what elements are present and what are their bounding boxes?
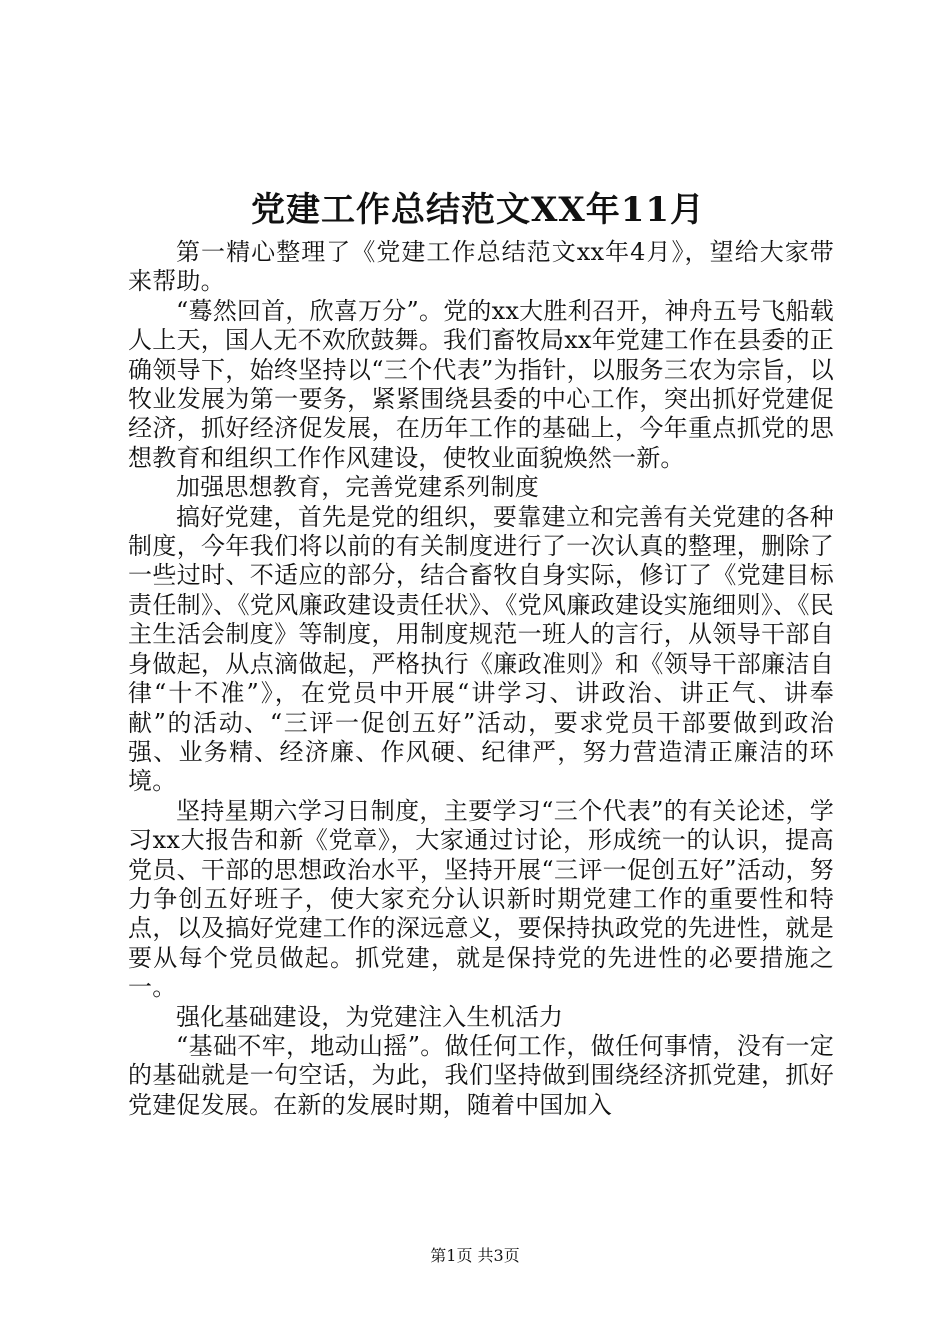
page-number-footer: 第1页 共3页 [430, 1246, 520, 1265]
section-heading-foundation: 强化基础建设，为党建注入生机活力 [176, 1002, 564, 1031]
paragraph-intro: 第一精心整理了《党建工作总结范文xx年4月》，望给大家带来帮助。 [128, 238, 834, 296]
paragraph-overview: “蓦然回首，欣喜万分”。党的xx大胜利召开，神舟五号飞船载人上天，国人无不欢欣鼓舞。我们畜牧局xx年党建工作在县委的正确领导下，始终坚持以“三个代表”为指针，以服务三农为宗旨，以牧业发展为第一要务，紧紧围绕县委的中心工作，突出抓好党建促经济，抓好经济促发展，在历年工作的基础上，今年重点抓党的思想教育和组织工作作风建设，使牧业面貌焕然一新。 [128, 296, 834, 472]
document-body [128, 238, 834, 1120]
paragraph-systems: 搞好党建，首先是党的组织，要靠建立和完善有关党建的各种制度，今年我们将以前的有关制度进行了一次认真的整理，删除了一些过时、不适应的部分，结合畜牧自身实际，修订了《党建目标责任制》、《党风廉政建设责任状》、《党风廉政建设实施细则》、《民主生活会制度》等制度，用制度规范一班人的言行，从领导干部自身做起，从点滴做起，严格执行《廉政准则》和《领导干部廉洁自律“十不准”》，在党员中开展“讲学习、讲政治、讲正气、讲奉献”的活动、“三评一促创五好”活动，要求党员干部要做到政治强、业务精、经济廉、作风硬、纪律严，努力营造清正廉洁的环境。 [128, 502, 834, 796]
paragraph-foundation: “基础不牢，地动山摇”。做任何工作，做任何事情，没有一定的基础就是一句空话，为此，我们坚持做到围绕经济抓党建，抓好党建促发展。在新的发展时期，随着中国加入 [128, 1031, 834, 1119]
paragraph-study: 坚持星期六学习日制度，主要学习“三个代表”的有关论述，学习xx大报告和新《党章》，大家通过讨论，形成统一的认识，提高党员、干部的思想政治水平，坚持开展“三评一促创五好”活动，努力争创五好班子，使大家充分认识新时期党建工作的重要性和特点，以及搞好党建工作的深远意义，要保持执政党的先进性，就是要从每个党员做起。抓党建，就是保持党的先进性的必要措施之一。 [128, 796, 834, 1002]
document-title: 党建工作总结范文XX年11月 [250, 190, 706, 230]
section-heading-education: 加强思想教育，完善党建系列制度 [176, 473, 539, 502]
